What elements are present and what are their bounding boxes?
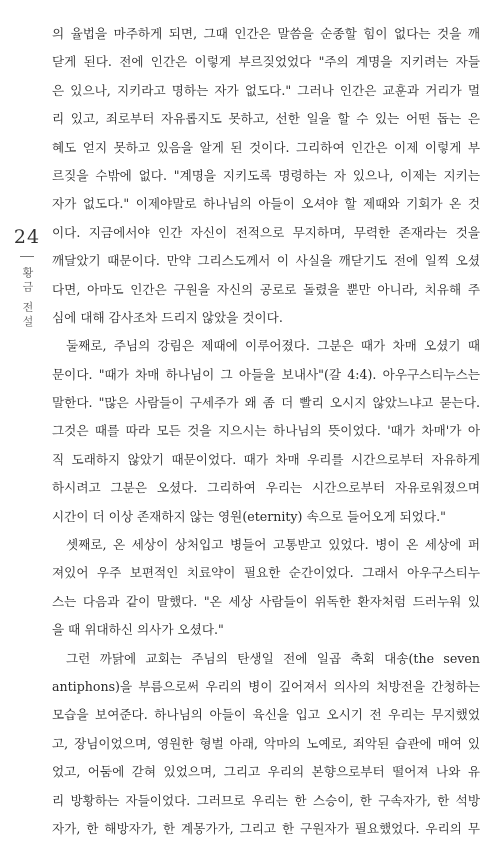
text-line: 자가 없도다." 이제야말로 하나님의 아들이 오셔야 할 제때와 기회가 온 것 xyxy=(52,196,480,212)
text-line: 자가, 한 해방자가, 한 계몽가가, 그리고 한 구원자가 필요했었다. 우리의 무 xyxy=(52,820,480,836)
text-line: 스는 다음과 같이 말했다. "온 세상 사람들이 위독한 환자처럼 드러누워 있 xyxy=(52,593,480,609)
text-line: 을 때 위대하신 의사가 오셨다." xyxy=(52,622,224,638)
text-line: 셋째로, 온 세상이 상처입고 병들어 고통받고 있었다. 병이 온 세상에 퍼 xyxy=(66,537,480,553)
text-line: 문이다. "때가 차매 하나님이 그 아들을 보내사"(갈 4:4). 아우구스티누스는 xyxy=(52,366,480,382)
paragraph xyxy=(52,332,480,531)
text-line: 리 방황하는 자들이었다. 그러므로 우리는 한 스승이, 한 구속자가, 한 석방 xyxy=(52,792,480,808)
text-line: 고, 장님이었으며, 영원한 형벌 아래, 악마의 노예로, 죄악된 습관에 매여 있 xyxy=(52,735,480,751)
text-line: 져있어 우주 보편적인 치료약이 필요한 순간이었다. 그래서 아우구스티누 xyxy=(52,565,480,581)
margin-divider xyxy=(20,256,34,257)
text-line: 시간이 더 이상 존재하지 않는 영원(eternity) 속으로 들어오게 되었다." xyxy=(52,508,446,524)
text-line: 이다. 지금에서야 인간 자신이 전적으로 무지하며, 무력한 존재라는 것을 xyxy=(52,224,480,240)
text-line: 둘째로, 주님의 강림은 제때에 이루어졌다. 그분은 때가 차매 오셨기 때 xyxy=(66,338,480,354)
paragraph xyxy=(52,531,480,645)
text-line: 혜도 얻지 못하고 있음을 알게 된 것이다. 그리하여 인간은 이제 이렇게 부 xyxy=(52,139,480,155)
text-line: 그것은 때를 따라 모든 것을 지으시는 하나님의 뜻이었다. '때가 차매'가 아 xyxy=(52,423,480,439)
paragraph xyxy=(52,20,480,332)
page-margin xyxy=(9,226,45,330)
text-line: 직 도래하지 않았기 때문이었다. 때가 차매 우리를 시간으로부터 자유하게 xyxy=(52,451,480,467)
text-line: 은 있으나, 지키라고 명하는 자가 없도다." 그러나 인간은 교훈과 거리가 멀 xyxy=(52,82,480,98)
text-line: antiphons)을 부름으로써 우리의 병이 깊어져서 의사의 처방전을 간청하는 xyxy=(52,678,480,694)
text-line: 었고, 어둠에 갇혀 있었으며, 그리고 우리의 본향으로부터 떨어져 나와 유 xyxy=(52,764,480,780)
text-line: 심에 대해 감사조차 드리지 않았을 것이다. xyxy=(52,309,283,325)
text-line: 의 율법을 마주하게 되면, 그때 인간은 말씀을 순종할 힘이 없다는 것을 깨 xyxy=(52,26,480,41)
text-line: 닫게 된다. 전에 인간은 이렇게 부르짖었었다 "주의 계명을 지키려는 자들 xyxy=(52,54,480,70)
text-line: 다면, 아마도 인간은 구원을 자신의 공로로 돌렸을 뿐만 아니라, 치유해 주 xyxy=(52,281,480,297)
body-text xyxy=(52,20,480,843)
text-line: 르짖을 수밖에 없다. "계명을 지키도록 명령하는 자 있으나, 이제는 지키는 xyxy=(52,167,480,183)
text-line: 깨달았기 때문이다. 만약 그리스도께서 이 사실을 깨닫기도 전에 일찍 오셨 xyxy=(52,253,480,269)
text-line: 모습을 보여준다. 하나님의 아들이 육신을 입고 오시기 전 우리는 무지했었 xyxy=(52,707,480,723)
paragraph xyxy=(52,645,480,843)
page-number: 24 xyxy=(13,226,41,248)
text-line: 하시려고 그분은 오셨다. 그리하여 우리는 시간으로부터 자유로워졌으며 xyxy=(52,480,480,496)
text-line: 리 있고, 죄로부터 자유롭지도 못하고, 선한 일을 할 수 있는 어떤 돕는 은 xyxy=(52,111,480,127)
text-line: 말한다. "많은 사람들이 구세주가 왜 좀 더 빨리 오시지 않았느냐고 묻는다. xyxy=(52,395,480,411)
running-title: 황금 전설 xyxy=(21,267,34,330)
text-line: 그런 까닭에 교회는 주님의 탄생일 전에 일곱 축회 대송(the seven xyxy=(66,650,480,666)
